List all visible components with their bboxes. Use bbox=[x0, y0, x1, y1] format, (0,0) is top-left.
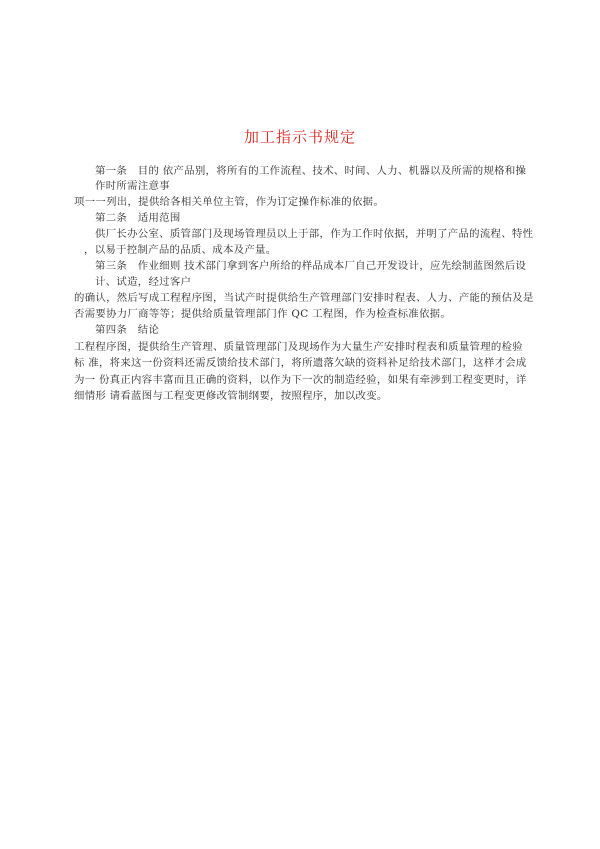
text-line-7: 第三条 作业细则 技术部门拿到客户所给的样品成本厂自己开发设计，应先绘制蓝图然后设 bbox=[95, 260, 527, 272]
document-title: 加工指示书规定 bbox=[243, 128, 356, 146]
text-line-1: 第一条 目的 依产品别，将所有的工作流程、技术、时间、人力、机器以及所需的规格和操 bbox=[95, 165, 527, 177]
text-line-13: 标 准，将来这一份资料还需反馈给技术部门，将所遗落欠缺的资料补足给技术部门，这样才会成 bbox=[74, 357, 527, 369]
text-line-4: 第二条 适用范围 bbox=[95, 212, 181, 224]
text-line-3: 项一一列出，提供给各相关单位主管，作为订定操作标准的依据。 bbox=[74, 196, 385, 208]
text-line-14: 为一 份真正内容丰富而且正确的资料，以作为下一次的制造经验，如果有牵涉到工程变更时，详 bbox=[74, 374, 527, 386]
text-line-6: ，以易于控制产品的品质、成本及产量。 bbox=[84, 244, 277, 256]
text-line-11: 第四条 结论 bbox=[95, 324, 160, 336]
text-line-2: 作时所需注意事 bbox=[95, 180, 170, 192]
text-line-5: 供厂长办公室、质管部门及现场管理员以上于部，作为工作时依据，并明了产品的流程、特性 bbox=[95, 228, 534, 240]
text-line-15: 细情形 请看蓝图与工程变更修改管制纲要，按照程序，加以改变。 bbox=[74, 390, 388, 402]
text-line-12: 工程程序图，提供给生产管理、质量管理部门及现场作为大量生产安排时程表和质量管理的检验 bbox=[74, 341, 524, 353]
text-line-9: 的确认，然后写成工程程序图，当试产时提供给生产管理部门安排时程表、人力、产能的预估及是 bbox=[74, 292, 534, 304]
text-line-10: 否需要协力厂商等等；提供给质量管理部门作 QC 工程图，作为检查标准依据。 bbox=[74, 308, 452, 320]
text-line-8: 计、试造，经过客户 bbox=[95, 276, 192, 288]
